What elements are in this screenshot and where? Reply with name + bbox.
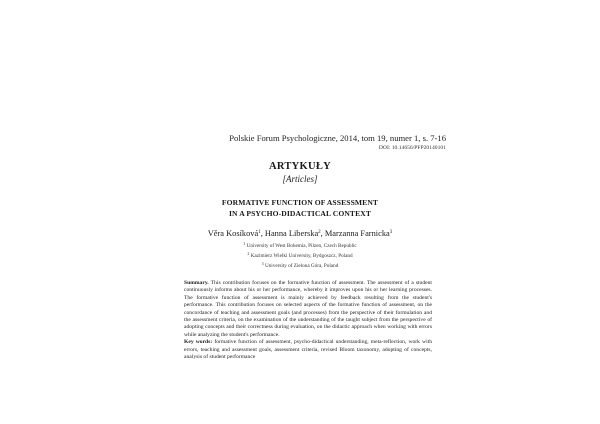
affiliation-item — [0, 260, 600, 270]
article-title-line-1: FORMATIVE FUNCTION OF ASSESSMENT — [221, 198, 379, 207]
affiliation-item — [0, 240, 600, 250]
author-name: Hanna Liberska — [264, 229, 319, 238]
author-name: Marzanna Farnicka — [324, 229, 390, 238]
journal-citation: Polskie Forum Psychologiczne, 2014, tom 19, numer 1, s. 7-16 — [229, 133, 446, 143]
affiliation-list — [0, 240, 600, 271]
author-affiliation-marker: 3 — [389, 230, 393, 235]
doi-line: DOI: 10.14656/PFP20140101 — [378, 145, 446, 151]
summary-label: Summary. — [184, 280, 209, 286]
affiliation-text: University of West Bohemia, Pilzen, Czech Republic — [246, 243, 357, 249]
affiliation-item — [0, 250, 600, 260]
keywords-label: Key words: — [184, 339, 213, 346]
affiliation-text: Kazimierz Wielki University, Bydgoszcz, Poland — [250, 253, 353, 260]
summary-paragraph — [184, 280, 432, 339]
affiliation-text: University of Zielona Góra, Poland — [264, 263, 339, 270]
author-name: Věra Kosíková — [207, 229, 259, 238]
keywords-paragraph — [184, 339, 432, 361]
section-heading-english: [Articles] — [282, 174, 318, 184]
affiliation-marker: 2 — [247, 251, 250, 257]
author-affiliation-marker: 1 — [258, 230, 261, 235]
author-list: Věra Kosíková$^1$, Hanna Liberska$^2$, Marzanna Farnicka$^3$ — [207, 229, 393, 238]
article-title — [0, 197, 600, 219]
author-affiliation-marker: 2 — [318, 230, 321, 235]
keywords-text: formative function of assessment, psycho-didactical understanding, meta-reflection, work with errors, teaching and assessment goals, assessment criteria, revised Bloom taxonomy, adopting of concepts, analysis of student performance — [184, 339, 432, 361]
article-title-line-2: IN A PSYCHO-DIDACTICAL CONTEXT — [228, 209, 372, 218]
summary-text: This contribution focuses on the formative function of assessment. The assessment of a student continuously informs about his or her performance, whereby it improves upon his or her learning processes. The formative function of assessment is mainly achieved by feedback resulting from the student's performance. This contribution focuses on selected aspects of the formative function of assessment, on the concordance of teaching and assessment goals (and processes) from the perspective of their formulation and the assessment criteria, on the examination of the understanding of the taught subject from the perspective of adopting concepts and their correctness during evaluation, on the didactic approach when working with errors while analyzing the student's performance. — [184, 280, 432, 338]
affiliation-marker: 3 — [261, 261, 264, 267]
abstract — [184, 280, 432, 361]
section-heading: ARTYKUŁY — [268, 161, 332, 172]
affiliation-marker: 1 — [243, 241, 246, 246]
